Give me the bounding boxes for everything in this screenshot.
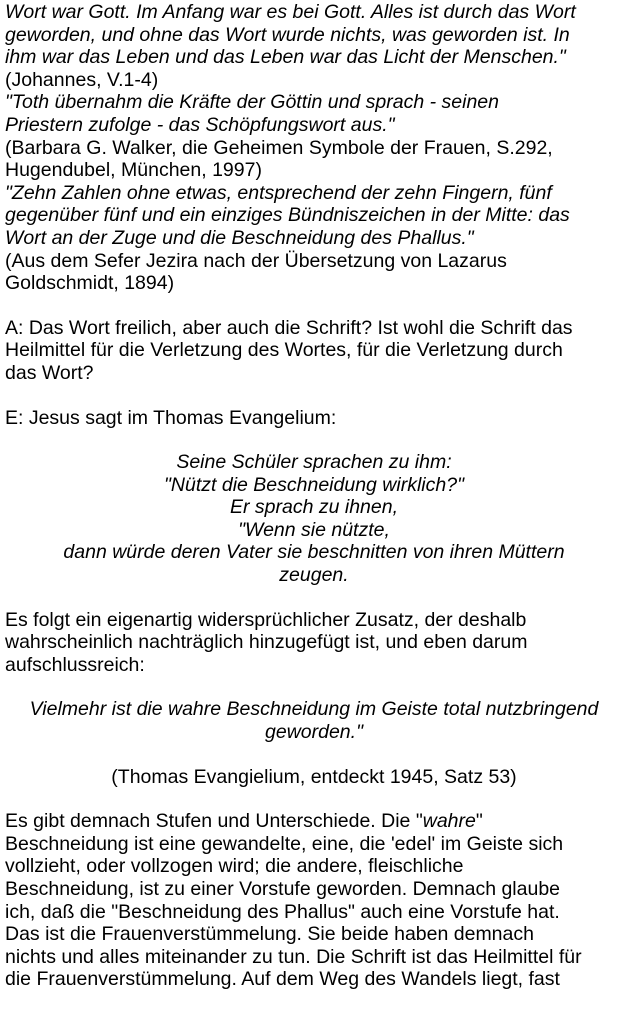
text-line: gegenüber fünf und ein einziges Bündniszeichen in der Mitte: das bbox=[5, 204, 570, 227]
spacer bbox=[5, 676, 623, 698]
paragraph-follow bbox=[5, 609, 623, 677]
spacer bbox=[5, 788, 623, 810]
text-line: vollzieht, oder vollzogen wird; die andere, fleischliche bbox=[5, 855, 464, 878]
quote-spirit bbox=[5, 698, 623, 743]
thomas-quote-poem bbox=[5, 451, 623, 587]
text-fragment: Es gibt demnach Stufen und Unterschiede. Die " bbox=[5, 810, 423, 833]
quote-sefer-jezira bbox=[5, 182, 623, 295]
poem-line: "Wenn sie nützte, bbox=[238, 518, 390, 541]
quote-source: (Johannes, V.1-4) bbox=[5, 68, 159, 91]
citation: (Thomas Evangielium, entdeckt 1945, Satz 53) bbox=[111, 765, 517, 788]
text-fragment: " bbox=[475, 810, 483, 833]
poem-line: dann würde deren Vater sie beschnitten von ihren Müttern bbox=[63, 541, 565, 564]
text-line: geworden." bbox=[265, 721, 363, 744]
emphasis-word: wahre bbox=[422, 810, 476, 833]
spacer bbox=[5, 744, 623, 766]
text-line: A: Das Wort freilich, aber auch die Schrift? Ist wohl die Schrift das bbox=[5, 316, 573, 339]
poem-line: "Nützt die Beschneidung wirklich?" bbox=[164, 473, 464, 496]
text-line: ihm war das Leben und das Leben war das Licht der Menschen." bbox=[5, 46, 566, 69]
text-line bbox=[5, 810, 623, 833]
text-line: Beschneidung, ist zu einer Vorstufe geworden. Demnach glaube bbox=[5, 878, 561, 900]
paragraph-e: E: Jesus sagt im Thomas Evangelium: bbox=[5, 406, 337, 429]
text-line: Heilmittel für die Verletzung des Wortes, für die Verletzung durch bbox=[5, 339, 563, 362]
paragraph-last bbox=[5, 810, 623, 991]
paragraph-a bbox=[5, 317, 623, 385]
text-line: aufschlussreich: bbox=[5, 653, 145, 676]
text-line: wahrscheinlich nachträglich hinzugefügt ist, und eben darum bbox=[5, 631, 528, 654]
poem-line: Seine Schüler sprachen zu ihm: bbox=[176, 451, 452, 474]
text-line: Das ist die Frauenverstümmelung. Sie beide haben demnach bbox=[5, 923, 534, 946]
quote-john bbox=[5, 1, 623, 91]
quote-source: Hugendubel, München, 1997) bbox=[5, 159, 262, 182]
text-line: ich, daß die "Beschneidung des Phallus" auch eine Vorstufe hat. bbox=[5, 900, 560, 923]
document-page bbox=[5, 1, 623, 991]
text-line: "Toth übernahm die Kräfte der Göttin und sprach - seinen bbox=[5, 91, 499, 114]
text-line: Vielmehr ist die wahre Beschneidung im Geiste total nutzbringend bbox=[29, 698, 599, 721]
poem-line: Er sprach zu ihnen, bbox=[229, 496, 398, 519]
text-line: Es folgt ein eigenartig widersprüchlicher Zusatz, der deshalb bbox=[5, 608, 527, 631]
text-line: nichts und alles miteinander zu tun. Die Schrift ist das Heilmittel für bbox=[5, 945, 582, 968]
text-line: "Zehn Zahlen ohne etwas, entsprechend der zehn Fingern, fünf bbox=[5, 181, 552, 204]
quote-source: (Aus dem Sefer Jezira nach der Übersetzung von Lazarus bbox=[5, 249, 507, 272]
poem-line: zeugen. bbox=[279, 564, 349, 587]
spacer bbox=[5, 385, 623, 407]
quote-source: (Barbara G. Walker, die Geheimen Symbole der Frauen, S.292, bbox=[5, 136, 553, 159]
spacer bbox=[5, 429, 623, 451]
text-line: Priestern zufolge - das Schöpfungswort aus." bbox=[5, 113, 395, 136]
spacer bbox=[5, 295, 623, 317]
text-line: die Frauenverstümmelung. Auf dem Weg des Wandels liegt, fast bbox=[5, 968, 560, 991]
text-line: geworden, und ohne das Wort wurde nichts, was geworden ist. In bbox=[5, 23, 570, 46]
text-line: Wort war Gott. Im Anfang war es bei Gott. Alles ist durch das Wort bbox=[5, 1, 576, 23]
text-line: Beschneidung ist eine gewandelte, eine, die 'edel' im Geiste sich bbox=[5, 832, 564, 855]
quote-source: Goldschmidt, 1894) bbox=[5, 272, 175, 295]
spacer bbox=[5, 587, 623, 609]
text-line: Wort an der Zuge und die Beschneidung des Phallus." bbox=[5, 226, 474, 249]
quote-toth bbox=[5, 91, 623, 181]
text-line: das Wort? bbox=[5, 361, 94, 384]
